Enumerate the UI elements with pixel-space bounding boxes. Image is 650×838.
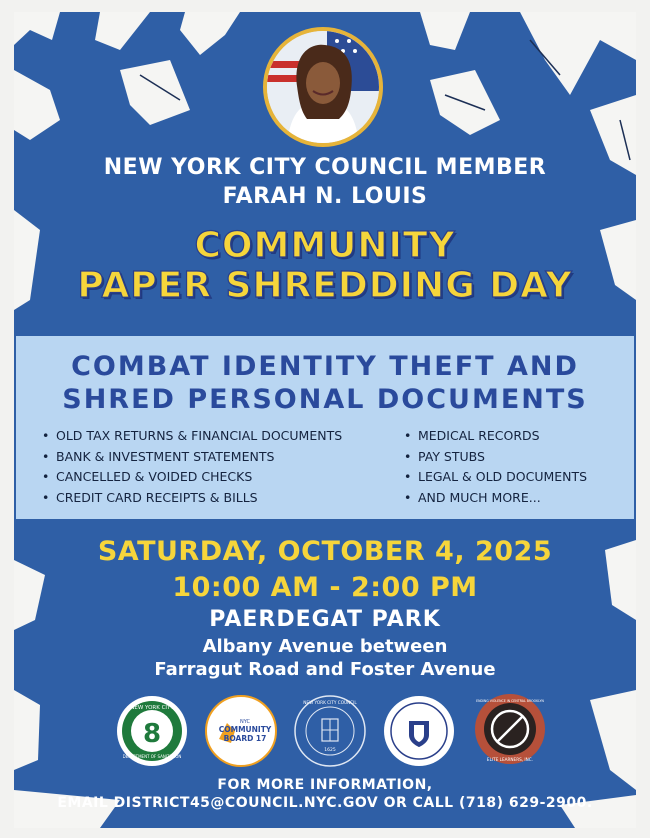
list-item: • AND MUCH MORE... (402, 488, 587, 509)
council-member-portrait (263, 27, 383, 147)
list-item: • BANK & INVESTMENT STATEMENTS (40, 447, 342, 468)
event-venue: PAERDEGAT PARK (209, 607, 441, 632)
list-item: • PAY STUBS (402, 447, 587, 468)
event-address (0, 635, 650, 681)
elite-learners-logo (474, 693, 546, 765)
event-datetime (0, 534, 650, 606)
list-item: • MEDICAL RECORDS (402, 426, 587, 447)
list-item: • OLD TAX RETURNS & FINANCIAL DOCUMENTS (40, 426, 342, 447)
event-headline (0, 226, 650, 306)
contact-line2: EMAIL DISTRICT45@COUNCIL.NYC.GOV OR CALL (718) 629-2900. (57, 795, 593, 811)
headline-line1: COMMUNITY (194, 225, 456, 266)
list-item: • CREDIT CARD RECEIPTS & BILLS (40, 488, 342, 509)
group-logo (383, 695, 455, 767)
headline-line2: PAPER SHREDDING DAY (77, 265, 573, 306)
contact-info (0, 776, 650, 812)
event-date: SATURDAY, OCTOBER 4, 2025 (97, 536, 553, 567)
list-item: • LEGAL & OLD DOCUMENTS (402, 467, 587, 488)
council-title: NEW YORK CITY COUNCIL MEMBER (103, 155, 547, 180)
address-line1: Albany Avenue between (202, 636, 448, 657)
community-board-small: NYC (239, 719, 251, 725)
band-title-line2: SHRED PERSONAL DOCUMENTS (62, 384, 588, 415)
elite-top-text: ENDING VIOLENCE IN CENTRAL BROOKLYN (476, 699, 544, 703)
contact-line1: FOR MORE INFORMATION, (217, 777, 433, 793)
sanitation-bottom-text: DEPARTMENT OF SANITATION (122, 754, 182, 759)
list-item: • CANCELLED & VOIDED CHECKS (40, 467, 342, 488)
council-member-name: FARAH N. LOUIS (222, 184, 428, 209)
council-member-heading (0, 153, 650, 211)
city-council-seal (294, 695, 366, 767)
elite-bottom-text: ELITE LEARNERS, INC. (486, 757, 534, 762)
sanitation-mark: 8 (142, 719, 162, 749)
event-time: 10:00 AM - 2:00 PM (172, 572, 478, 603)
sanitation-logo (116, 695, 188, 767)
community-board-line1: COMMUNITY (218, 725, 272, 734)
band-title (16, 350, 634, 416)
community-board-line2: BOARD 17 (223, 734, 267, 743)
community-board-logo (205, 695, 277, 767)
council-seal-year: 1625 (324, 748, 336, 753)
band-title-line1: COMBAT IDENTITY THEFT AND (71, 351, 579, 382)
document-list-left (40, 426, 342, 508)
document-list-right (402, 426, 587, 508)
address-line2: Farragut Road and Foster Avenue (154, 659, 496, 680)
council-seal-top-text: NEW YORK CITY COUNCIL (303, 700, 357, 705)
sanitation-top-text: NEW YORK CITY (130, 705, 174, 711)
